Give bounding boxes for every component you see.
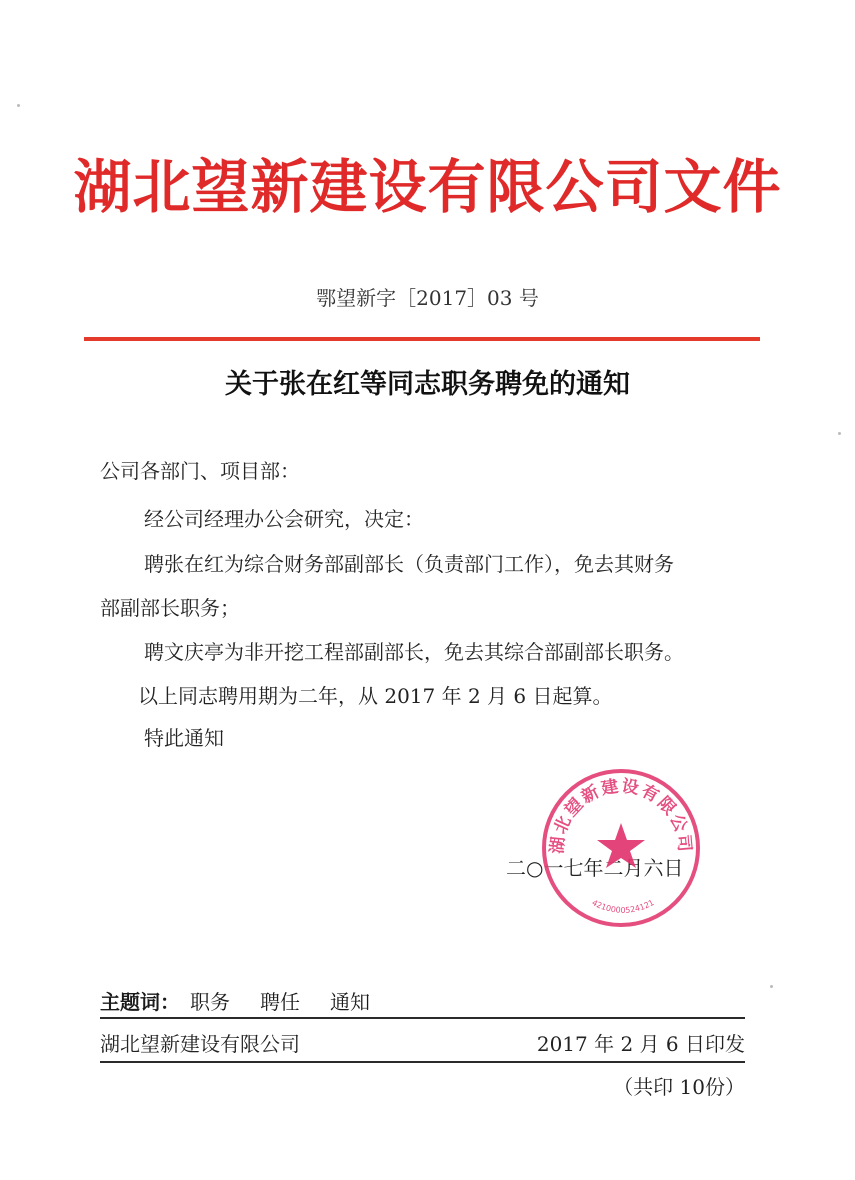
issuer-name: 湖北望新建设有限公司 [100,1032,300,1056]
notice-title: 关于张在红等同志职务聘免的通知 [225,369,630,400]
scan-speck [838,432,841,435]
svg-text:4210000524121 [590,898,655,915]
paragraph-appointment-2: 聘文庆亭为非开挖工程部副部长，免去其综合部副部长职务。 [144,640,684,664]
paragraph-decision-intro: 经公司经理办公会研究，决定： [144,507,424,531]
keywords-line [100,986,370,1015]
stamp-code-text: 4210000524121 [590,898,656,915]
star-icon [597,823,645,868]
signature-date: 二○一七年二月六日 [506,856,684,880]
keyword: 聘任 [260,990,300,1014]
issue-date: 2017 年 2 月 6 日印发 [536,1032,745,1056]
stamp-company-text: 湖北望新建设有限公司 [547,776,695,855]
header-red-rule [84,337,760,341]
paragraph-appointment-1: 聘张在红为综合财务部副部长（负责部门工作），免去其财务 [144,552,674,576]
copies-count: （共印 10份） [613,1075,745,1099]
footer-bottom-rule [100,1061,745,1063]
keyword: 职务 [190,990,230,1014]
document-header-title: 湖北望新建设有限公司文件 [73,153,782,221]
paragraph-term: 以上同志聘用期为二年，从 2017 年 2 月 6 日起算。 [138,684,613,708]
paragraph-appointment-1-cont: 部副部长职务； [100,596,240,620]
company-seal-stamp [540,767,702,929]
scan-speck [17,104,20,107]
keywords-label: 主题词： [100,990,180,1014]
footer-top-rule [100,1017,745,1019]
closing-text: 特此通知 [144,726,224,750]
scan-speck [770,985,773,988]
salutation: 公司各部门、项目部： [100,459,300,483]
document-number: 鄂望新字［2017］03 号 [316,286,539,310]
keyword: 通知 [330,990,370,1014]
